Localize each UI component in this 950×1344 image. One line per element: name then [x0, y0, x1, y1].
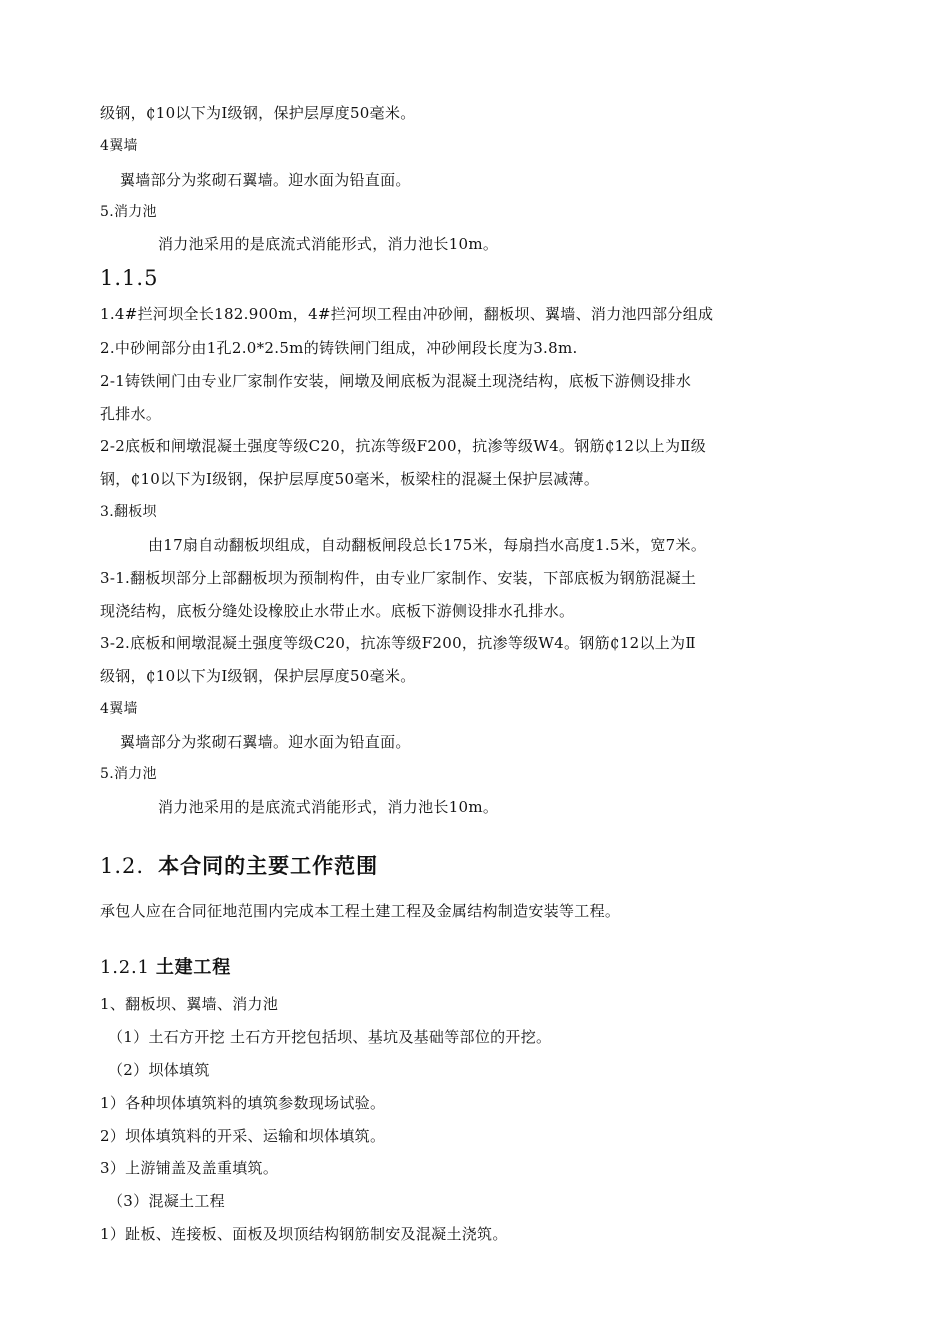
subheading: 5.消力池 — [100, 204, 157, 220]
text-line: 级钢，₵10以下为Ⅰ级钢，保护层厚度50毫米。 — [100, 104, 416, 122]
text-line: 3）上游铺盖及盖重填筑。 — [100, 1159, 279, 1177]
text-line: 1、翻板坝、翼墙、消力池 — [100, 995, 279, 1013]
text-line: 3-1.翻板坝部分上部翻板坝为预制构件，由专业厂家制作、安装，下部底板为钢筋混凝土 — [100, 569, 697, 587]
text-line: 1）趾板、连接板、面板及坝顶结构钢筋制安及混凝土浇筑。 — [100, 1225, 508, 1243]
text-line: 消力池采用的是底流式消能形式，消力池长10m。 — [158, 798, 499, 816]
text-line: 2-1铸铁闸门由专业厂家制作安装，闸墩及闸底板为混凝土现浇结构，底板下游侧设排水 — [100, 372, 692, 390]
text-line: 1.4#拦河坝全长182.900m，4#拦河坝工程由冲砂闸，翻板坝、翼墙、消力池四部分组成 — [100, 305, 714, 323]
text-line: 消力池采用的是底流式消能形式，消力池长10m。 — [158, 235, 499, 253]
text-line: （2）坝体填筑 — [108, 1061, 210, 1079]
text-line: 3-2.底板和闸墩混凝土强度等级C20，抗冻等级F200，抗渗等级W4。钢筋₵12以上为Ⅱ — [100, 634, 696, 652]
subheading: 4翼墙 — [100, 701, 138, 717]
section-heading — [100, 853, 378, 879]
subheading: 4翼墙 — [100, 138, 138, 154]
text-line: 2）坝体填筑料的开采、运输和坝体填筑。 — [100, 1127, 386, 1145]
text-line: 由17扇自动翻板坝组成，自动翻板闸段总长175米，每扇挡水高度1.5米，宽7米。 — [148, 536, 707, 554]
text-line: 承包人应在合同征地范围内完成本工程土建工程及金属结构制造安装等工程。 — [100, 902, 621, 920]
text-line: 2.中砂闸部分由1孔2.0*2.5m的铸铁闸门组成，冲砂闸段长度为3.8m. — [100, 339, 578, 357]
subsection-title: 土建工程 — [155, 957, 232, 978]
text-line: 翼墙部分为浆砌石翼墙。迎水面为铅直面。 — [120, 171, 411, 189]
section-number: 1.2. — [100, 854, 145, 878]
text-line: 孔排水。 — [100, 405, 162, 423]
subsection-number: 1.2.1 — [100, 957, 150, 978]
text-line: 现浇结构，底板分缝处设橡胶止水带止水。底板下游侧设排水孔排水。 — [100, 602, 575, 620]
subsection-heading — [100, 956, 231, 980]
text-line: 钢，₵10以下为Ⅰ级钢，保护层厚度50毫米，板梁柱的混凝土保护层减薄。 — [100, 470, 600, 488]
subheading: 5.消力池 — [100, 766, 157, 782]
subheading: 3.翻板坝 — [100, 504, 157, 520]
text-line: 1）各种坝体填筑料的填筑参数现场试验。 — [100, 1094, 386, 1112]
text-line: （1）土石方开挖 土石方开挖包括坝、基坑及基础等部位的开挖。 — [108, 1028, 552, 1046]
text-line: 2-2底板和闸墩混凝土强度等级C20，抗冻等级F200，抗渗等级W4。钢筋₵12以上为Ⅱ级 — [100, 437, 707, 455]
text-line: （3）混凝土工程 — [108, 1192, 225, 1210]
text-line: 翼墙部分为浆砌石翼墙。迎水面为铅直面。 — [120, 733, 411, 751]
section-heading: 1.1.5 — [100, 266, 159, 290]
text-line: 级钢，₵10以下为Ⅰ级钢，保护层厚度50毫米。 — [100, 667, 416, 685]
section-title: 本合同的主要工作范围 — [158, 853, 379, 878]
